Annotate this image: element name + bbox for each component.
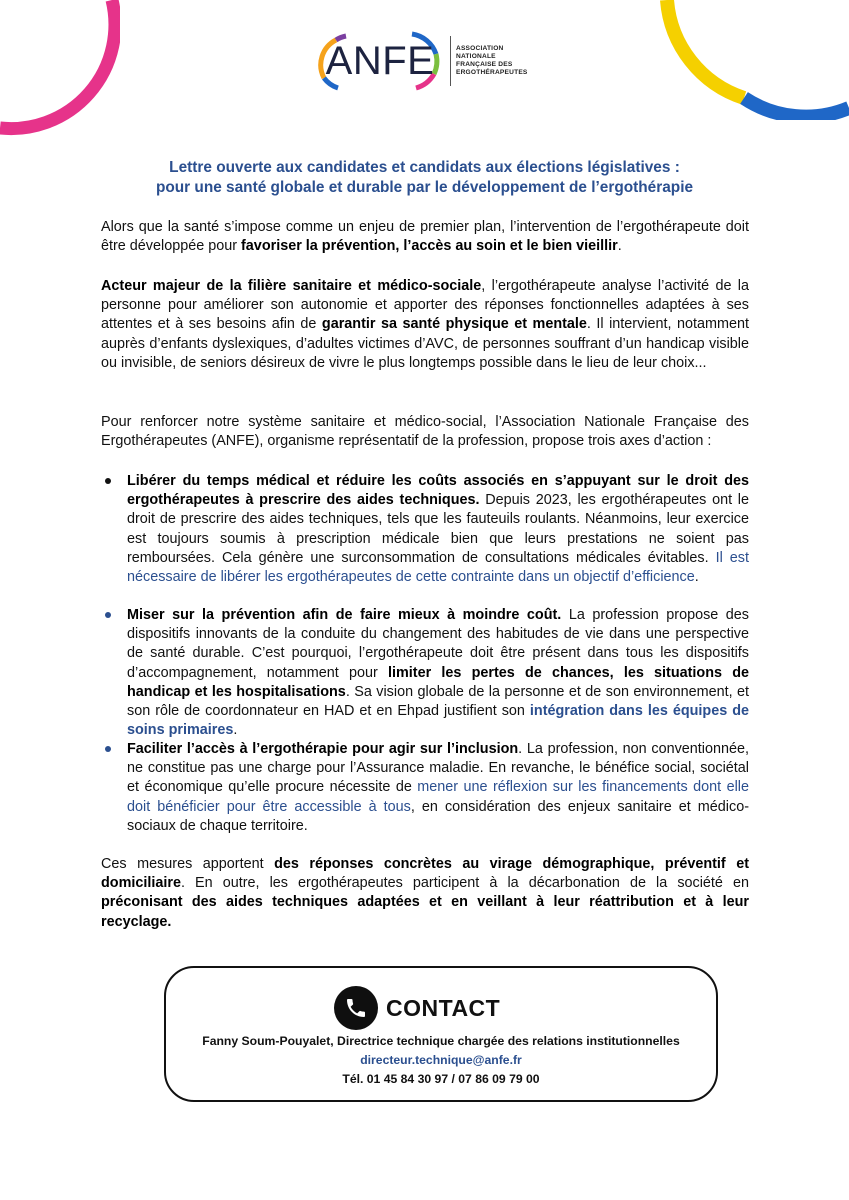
logo-sub-line: ASSOCIATION (456, 45, 504, 52)
bold-run: limiter les pertes de chances, les situations de handicap et les hospitalisations (127, 664, 749, 700)
logo-divider (450, 36, 451, 86)
logo-sub-line: ERGOTHÉRAPEUTES (456, 69, 528, 76)
text-run: . Il intervient, notamment auprès d’enfants dyslexiques, d’adultes victimes d’AVC, de personnes souffrant d’un handicap visible ou invisible, de seniors désireux de vivre le plus longtemps possible dans le lieu de leur choix... (101, 316, 749, 371)
bullet-dot-icon (105, 612, 111, 618)
intro-paragraph (101, 218, 749, 256)
text-run: Alors que la santé s’impose comme un enjeu de premier plan, l’intervention de l’ergothérapeute doit être développée pour (101, 219, 749, 255)
phone-icon (334, 986, 378, 1030)
bold-run: des réponses concrètes au virage démographique, préventif et domiciliaire (101, 856, 749, 892)
highlight-run: mener une réflexion sur les financements dont elle doit bénéficier pour être accessible à tous (127, 779, 749, 815)
bullet-dot-icon (105, 746, 111, 752)
logo-mark (316, 30, 444, 92)
bold-run: Miser sur la prévention afin de faire mieux à moindre coût. (127, 607, 562, 623)
bold-run: favoriser la prévention, l’accès au soin et le bien vieillir (241, 238, 618, 255)
bold-run: Acteur majeur de la filière sanitaire et médico-sociale (101, 278, 482, 294)
text-run: Depuis 2023, les ergothérapeutes ont le droit de prescrire des aides techniques, tels que les fauteuils roulants. Néanmoins, leur exercice est toujours soumis à prescription médicale bien que leurs prestations ne soient pas remboursées. Cela génère une surconsommation de consultations médicales évitables. (127, 492, 749, 566)
bullet-dot-icon (105, 478, 111, 484)
anfe-logo (316, 30, 528, 92)
text-run: Pour renforcer notre système sanitaire et médico-social, l’Association Nationale Française des Ergothérapeutes (ANFE), organisme représentatif de la profession, propose trois axes d’action : (101, 414, 749, 450)
text-run: Ces mesures apportent (101, 856, 275, 872)
contact-heading: CONTACT (386, 994, 501, 1021)
bold-run: garantir sa santé physique et mentale (321, 316, 587, 333)
text-run: . (617, 238, 622, 255)
bold-run: Libérer du temps médical et réduire les coûts associés en s’appuyant sur le droit des ergothérapeutes à prescrire des aides techniques. (127, 473, 749, 509)
role-paragraph (101, 277, 749, 373)
text-run: , en considération des enjeux sanitaire et médico-sociaux de chaque territoire. (127, 798, 749, 834)
bold-run: Faciliter l’accès à l’ergothérapie pour agir sur l’inclusion (127, 741, 519, 757)
title-line-2: pour une santé globale et durable par le développement de l’ergothérapie (155, 179, 694, 196)
decorative-pink-arc (0, 0, 120, 140)
highlight-run: Il est nécessaire de libérer les ergothérapeutes de cette contrainte dans un objectif d’efficience (127, 549, 749, 586)
highlight-run: intégration dans les équipes de soins primaires (127, 703, 750, 739)
bold-run: préconisant des aides techniques adaptées et en veillant à leur réattribution et à leur recyclage. (101, 894, 749, 930)
bullet-item (127, 740, 749, 836)
contact-phone: Tél. 01 45 84 30 97 / 07 86 09 79 00 (342, 1072, 540, 1086)
logo-sub-line: FRANÇAISE DES (456, 61, 513, 68)
logo-sub-line: NATIONALE (456, 53, 496, 60)
text-run: . Sa vision globale de la personne et de son environnement, et son rôle de coordonnateur en HAD et en Ehpad justifient son (127, 683, 750, 720)
logo-wordmark: ANFE (325, 38, 435, 83)
logo-subtitle (456, 45, 528, 77)
contact-header (334, 986, 500, 1030)
text-run: . (233, 722, 238, 739)
decorative-yellow-blue-arc (659, 0, 849, 120)
bullet-item (127, 472, 749, 587)
proposal-paragraph (101, 413, 749, 451)
contact-email-link[interactable]: directeur.technique@anfe.fr (360, 1053, 522, 1067)
closing-paragraph (101, 855, 749, 932)
contact-box (164, 966, 718, 1102)
text-run: . En outre, les ergothérapeutes participent à la décarbonation de la société en (180, 875, 749, 892)
text-run: . La profession, non conventionnée, ne constitue pas une charge pour l’Assurance maladie. En revanche, le bénéfice social, sociétal et économique qu’elle procure nécessite de (127, 741, 749, 796)
contact-name: Fanny Soum-Pouyalet, Directrice technique chargée des relations institutionnelles (202, 1034, 680, 1048)
title-line-1: Lettre ouverte aux candidates et candidats aux élections législatives : (169, 159, 680, 176)
document-title (100, 158, 749, 198)
text-run: , l’ergothérapeute analyse l’activité de la personne pour améliorer son autonomie et apporter des réponses fonctionnelles adaptées à ses attentes et à ses besoins afin de (101, 278, 749, 333)
text-run: La profession propose des dispositifs innovants de la conduite du changement des habitudes de vie dans une perspective de santé durable. C’est pourquoi, l’ergothérapeute doit être présent dans tous les dispositifs d’accompagnement, notamment pour (127, 607, 749, 681)
bullet-item (127, 606, 749, 740)
text-run: . (694, 569, 699, 586)
